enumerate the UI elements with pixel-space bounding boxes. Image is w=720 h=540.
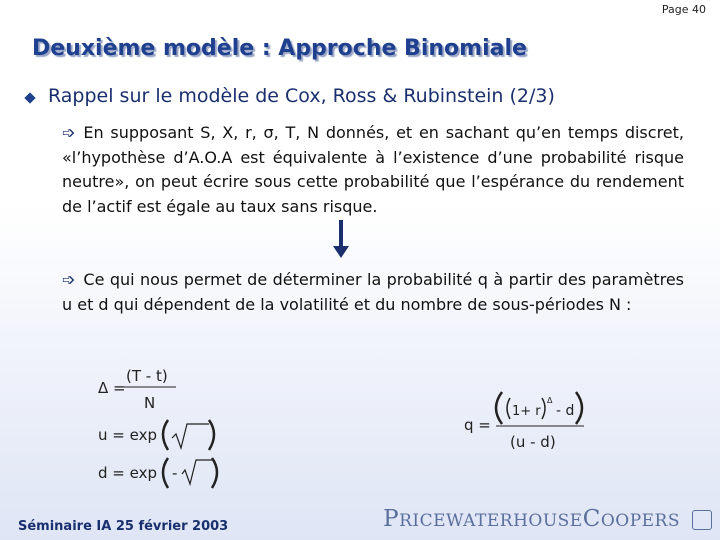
paragraph-2-text: Ce qui nous permet de déterminer la probabilité q à partir des paramètres u et d qui dépendent de la volatilité et du nombre de sous-périodes N :	[62, 270, 684, 314]
q-numerator-exponent: Δ	[547, 396, 553, 405]
q-denominator: (u - d)	[510, 433, 556, 451]
d-right-paren	[212, 458, 217, 488]
arrow-bullet-icon: ➩	[62, 270, 76, 289]
delta-denominator: N	[144, 394, 156, 412]
down-arrow-icon	[333, 220, 349, 260]
paragraph-1	[62, 121, 684, 219]
footer-seminar: Séminaire IA 25 février 2003	[18, 519, 229, 534]
q-outer-right-paren	[576, 392, 582, 424]
q-numerator-tail: - d	[556, 403, 575, 419]
q-inner-right-paren	[542, 398, 545, 419]
d-minus: -	[172, 464, 178, 482]
formula-left-group	[92, 360, 232, 495]
subtitle: Rappel sur le modèle de Cox, Ross & Rubinstein (2/3)	[48, 85, 555, 107]
q-lhs: q =	[464, 416, 491, 434]
delta-lhs: Δ =	[98, 379, 126, 397]
d-sqrt-icon	[182, 460, 212, 484]
delta-numerator: (T - t)	[126, 367, 168, 385]
d-left-paren	[163, 458, 168, 488]
logo-mark-icon	[692, 510, 712, 530]
u-sqrt-icon	[172, 424, 209, 448]
q-outer-left-paren	[496, 392, 502, 424]
q-numerator-base: 1+ r	[512, 404, 541, 419]
page-number: Page 40	[661, 3, 706, 16]
u-lhs: u = exp	[98, 426, 157, 444]
q-inner-left-paren	[507, 398, 510, 419]
arrow-bullet-icon: ➩	[62, 123, 76, 142]
formula-q	[462, 388, 592, 458]
u-right-paren	[209, 420, 214, 450]
u-left-paren	[163, 420, 168, 450]
slide-title: Deuxième modèle : Approche Binomiale	[32, 36, 527, 61]
paragraph-1-text: En supposant S, X, r, σ, T, N donnés, et en sachant qu’en temps discret, «l’hypothèse d’A.O.A est équivalente à l’existence d’une probabilité risque neutre», on peut écrire sous cette probabilité que l’espérance du rendement de l’actif est égale au taux sans risque.	[62, 123, 684, 216]
pricewaterhousecoopers-logo: PRICEWATERHOUSECOOPERS	[383, 506, 680, 532]
diamond-bullet-icon	[24, 92, 35, 103]
d-lhs: d = exp	[98, 464, 157, 482]
paragraph-2	[62, 268, 684, 317]
